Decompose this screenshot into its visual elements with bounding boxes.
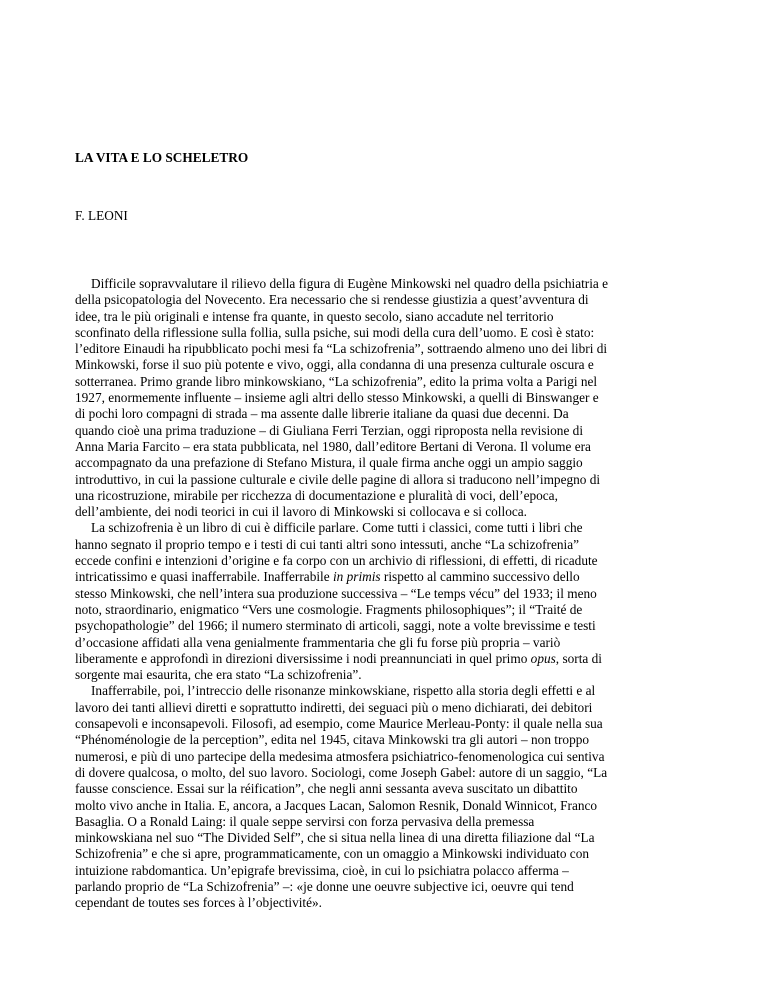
- text-segment: della psicopatologia del Novecento. Era necessario che si rendesse giustizia a quest’avventura di: [75, 292, 589, 308]
- text-segment: eccede confini e intenzioni d’origine e fa corpo con un archivio di riflessioni, di effetti, di ricadute: [75, 553, 598, 569]
- article-body: [75, 276, 695, 912]
- text-segment: “Phénoménologie de la perception”, edita nel 1945, citava Minkowski tra gli autori – non troppo: [75, 732, 590, 748]
- text-line: [75, 472, 695, 488]
- text-line: [75, 357, 695, 373]
- text-segment: cependant de toutes ses forces à l’objectivité».: [75, 895, 323, 911]
- paragraph: [75, 683, 695, 911]
- article-author: F. LEONI: [75, 208, 128, 223]
- text-line: [75, 276, 695, 292]
- text-segment: noto, straordinario, enigmatico “Vers une cosmologie. Fragments philosophiques”; il “Traité de: [75, 601, 583, 617]
- text-segment: Difficile sopravvalutare il rilievo della figura di Eugène Minkowski nel quadro della psichiatria e: [91, 276, 609, 291]
- text-segment: sorgente mai esaurita, che era stato “La schizofrenia”.: [75, 667, 362, 683]
- text-segment: sotterranea. Primo grande libro minkowskiano, “La schizofrenia”, edito la prima volta a Parigi nel: [75, 373, 598, 389]
- text-segment: , sorta di: [555, 650, 602, 666]
- text-line: [75, 651, 695, 667]
- text-segment: Minkowski, forse il suo più potente e vivo, oggi, alla condanna di una presenza culturale oscura e: [75, 357, 594, 373]
- text-segment: rispetto al cammino successivo dello: [380, 569, 580, 585]
- text-line: [75, 683, 695, 699]
- text-line: [75, 586, 695, 602]
- text-segment: accompagnato da una prefazione di Stefano Mistura, il quale firma anche oggi un ampio saggio: [75, 455, 583, 471]
- text-line: [75, 781, 695, 797]
- text-segment: di dovere qualcosa, o molto, del suo lavoro. Sociologi, come Joseph Gabel: autore di un saggio, “La: [75, 764, 608, 780]
- text-segment: Anna Maria Farcito – era stata pubblicata, nel 1980, dall’editore Bertani di Verona. Il volume era: [75, 438, 591, 454]
- text-segment: intricatissimo e quasi inafferrabile. Inafferrabile: [75, 569, 333, 585]
- text-segment: fausse conscience. Essai sur la réification”, che negli anni sessanta aveva suscitato un dibattito: [75, 781, 578, 797]
- text-line: [75, 749, 695, 765]
- text-line: [75, 520, 695, 536]
- text-line: [75, 292, 695, 308]
- text-segment: d’occasione affidati alla vena genialmente frammentaria che gli fu forse più propria – variò: [75, 634, 561, 650]
- text-line: [75, 569, 695, 585]
- paragraph: [75, 276, 695, 520]
- text-segment: l’editore Einaudi ha ripubblicato pochi mesi fa “La schizofrenia”, sottraendo almeno uno dei libri di: [75, 341, 608, 357]
- text-line: [75, 846, 695, 862]
- text-segment: quando cioè una prima traduzione – di Giuliana Ferri Terzian, oggi riproposta nella revisione di: [75, 422, 584, 438]
- text-line: [75, 635, 695, 651]
- text-line: [75, 700, 695, 716]
- text-segment: molto vivo anche in Italia. E, ancora, a Jacques Lacan, Salomon Resnik, Donald Winnicot, Franco: [75, 797, 598, 813]
- text-line: [75, 798, 695, 814]
- text-line: [75, 830, 695, 846]
- text-line: [75, 814, 695, 830]
- text-line: [75, 618, 695, 634]
- italic-text: in primis: [332, 569, 381, 585]
- text-segment: Inafferrabile, poi, l’intreccio delle risonanze minkowskiane, rispetto alla storia degli effetti e al: [91, 683, 596, 699]
- text-segment: introduttivo, in cui la passione culturale e civile delle pagine di allora si traducono nell’impegno di: [75, 471, 601, 487]
- text-line: [75, 309, 695, 325]
- text-segment: liberamente e approfondì in direzioni diversissime i nodi preannunciati in quel primo: [75, 650, 531, 666]
- text-line: [75, 863, 695, 879]
- text-line: [75, 325, 695, 341]
- text-segment: Basaglia. O a Ronald Laing: il quale seppe servirsi con forza pervasiva della premessa: [75, 813, 535, 829]
- text-segment: sconfinato della riflessione sulla follia, sulla psiche, sui modi della cura dell’uomo. E così è stato:: [75, 324, 595, 340]
- text-segment: La schizofrenia è un libro di cui è difficile parlare. Come tutti i classici, come tutti i libri che: [91, 520, 583, 536]
- text-line: [75, 406, 695, 422]
- text-segment: 1927, enormemente influente – insieme agli altri dello stesso Minkowski, a quelli di Binswanger e: [75, 390, 599, 406]
- text-line: [75, 732, 695, 748]
- text-segment: una ricostruzione, mirabile per ricchezza di documentazione e pluralità di voci, dell’epoca,: [75, 487, 558, 503]
- text-line: [75, 716, 695, 732]
- text-segment: intuizione rabdomantica. Un’epigrafe brevissima, cioè, in cui lo psichiatra polacco afferma –: [75, 862, 569, 878]
- text-segment: di pochi loro compagni di strada – ma assente dalle librerie italiane da quasi due decenni. Da: [75, 406, 569, 422]
- text-segment: stesso Minkowski, che nell’intera sua produzione successiva – “Le temps vécu” del 1933; il meno: [75, 585, 597, 601]
- paragraph: [75, 520, 695, 683]
- text-line: [75, 390, 695, 406]
- text-segment: idee, tra le più originali e intense fra quante, in questo secolo, siano accadute nel territorio: [75, 308, 554, 324]
- text-line: [75, 537, 695, 553]
- article-title: LA VITA E LO SCHELETRO: [75, 150, 249, 165]
- text-segment: dell’ambiente, dei nodi teorici in cui il lavoro di Minkowski si collocava e si colloca.: [75, 504, 527, 520]
- text-segment: parlando proprio de “La Schizofrenia” –: «je donne une oeuvre subjective ici, oeuvre qui tend: [75, 878, 574, 894]
- text-line: [75, 553, 695, 569]
- text-line: [75, 423, 695, 439]
- text-segment: lavoro dei tanti allievi diretti e soprattutto indiretti, dei seguaci più o meno dichiarati, dei debitori: [75, 699, 593, 715]
- text-segment: consapevoli e inconsapevoli. Filosofi, ad esempio, come Maurice Merleau-Ponty: il quale nella sua: [75, 716, 603, 732]
- text-line: [75, 504, 695, 520]
- text-line: [75, 895, 695, 911]
- text-segment: psychopathologie” del 1966; il numero sterminato di articoli, saggi, note a volte brevissime e testi: [75, 618, 596, 634]
- text-segment: numerosi, e più di uno partecipe della medesima atmosfera psichiatrico-fenomenologica cui sentiva: [75, 748, 605, 764]
- text-line: [75, 765, 695, 781]
- text-line: [75, 667, 695, 683]
- text-segment: minkowskiana nel suo “The Divided Self”, che si situa nella linea di una diretta filiazione dal “La: [75, 830, 595, 846]
- text-line: [75, 602, 695, 618]
- italic-text: opus: [530, 650, 556, 666]
- text-line: [75, 341, 695, 357]
- text-line: [75, 374, 695, 390]
- text-segment: hanno segnato il proprio tempo e i testi di cui tanti altri sono intessuti, anche “La schizofrenia”: [75, 536, 580, 552]
- text-line: [75, 439, 695, 455]
- text-segment: Schizofrenia” e che si apre, programmaticamente, con un omaggio a Minkowski individuato con: [75, 846, 589, 862]
- text-line: [75, 455, 695, 471]
- text-line: [75, 879, 695, 895]
- text-line: [75, 488, 695, 504]
